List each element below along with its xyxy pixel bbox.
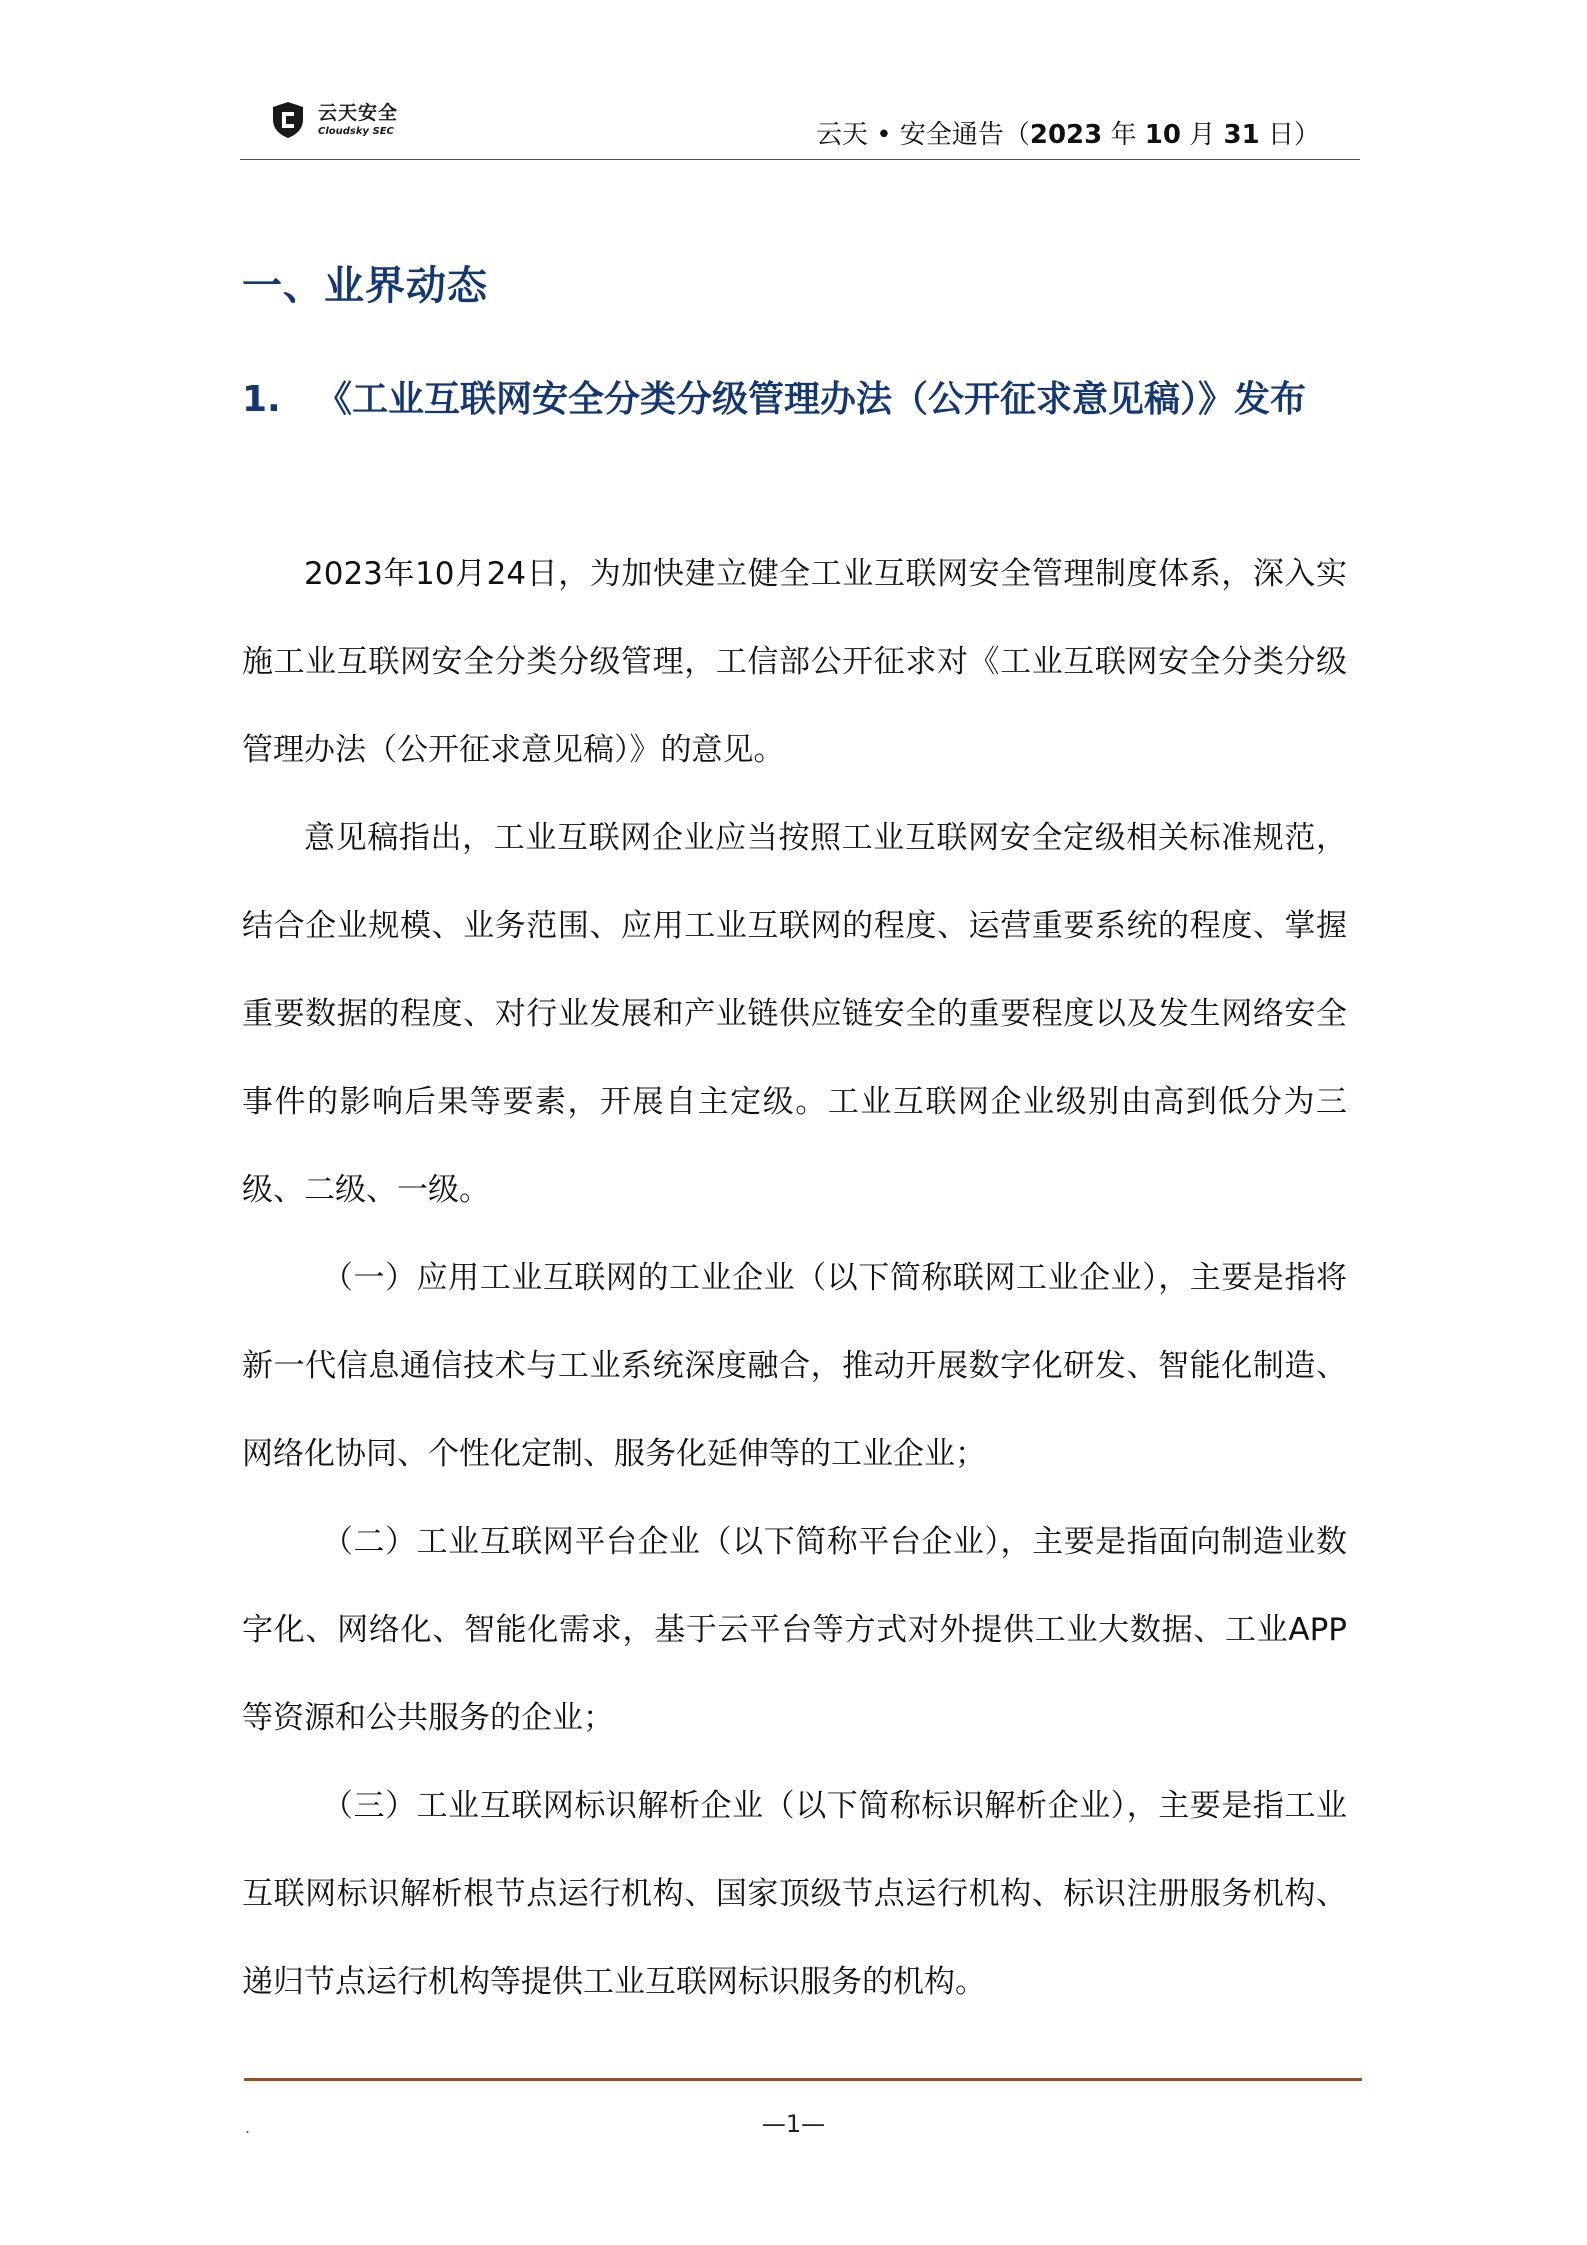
- notice-title: 安全通告（: [899, 120, 1030, 150]
- notice-day: 31: [1223, 120, 1260, 150]
- article-number: 1.: [242, 379, 281, 420]
- paragraph-grading: 意见稿指出，工业互联网企业应当按照工业互联网安全定级相关标准规范，结合企业规模、业务范围、应用工业互联网的程度、运营重要系统的程度、掌握重要数据的程度、对行业发展和产业链供应链安全的重要程度以及发生网络安全事件的影响后果等要素，开展自主定级。工业互联网企业级别由高到低分为三级、二级、一级。: [242, 820, 1347, 1208]
- company-logo: [268, 98, 398, 142]
- page-number: —1—: [761, 2110, 826, 2138]
- logo-english-name: Cloudsky SEC: [318, 125, 394, 137]
- page-header: [240, 98, 1360, 160]
- logo-chinese-name: 云天安全: [318, 101, 399, 124]
- notice-header-title: [816, 114, 1320, 151]
- paragraph-clause-3: （三）工业互联网标识解析企业（以下简称标识解析企业），主要是指工业互联网标识解析根节点运行机构、国家顶级节点运行机构、标识注册服务机构、递归节点运行机构等提供工业互联网标识服务的机构。: [242, 1788, 1347, 2000]
- footer-divider: [244, 2078, 1362, 2081]
- notice-month-unit: 月: [1189, 120, 1216, 150]
- notice-prefix: 云天: [815, 120, 868, 150]
- paragraph-intro: 2023年10月24日，为加快建立健全工业互联网安全管理制度体系，深入实施工业互联网安全分类分级管理，工信部公开征求对《工业互联网安全分类分级管理办法（公开征求意见稿）》的意见。: [242, 556, 1347, 768]
- cloudsky-shield-logo-icon: [268, 100, 308, 140]
- article-title-text: 《工业互联网安全分类分级管理办法（公开征求意见稿）》发布: [316, 379, 1307, 420]
- paragraph-clause-2: （二）工业互联网平台企业（以下简称平台企业），主要是指面向制造业数字化、网络化、智能化需求，基于云平台等方式对外提供工业大数据、工业APP等资源和公共服务的企业；: [242, 1524, 1347, 1736]
- header-divider: [240, 159, 1360, 160]
- section-title: 一、业界动态: [242, 263, 488, 309]
- notice-year: 2023: [1029, 120, 1103, 150]
- article-body: [242, 530, 1347, 2026]
- notice-year-unit: 年: [1110, 120, 1137, 150]
- paragraph-clause-1: （一）应用工业互联网的工业企业（以下简称联网工业企业），主要是指将新一代信息通信技术与工业系统深度融合，推动开展数字化研发、智能化制造、网络化协同、个性化定制、服务化延伸等的工业企业；: [242, 1260, 1347, 1472]
- notice-month: 10: [1144, 120, 1181, 150]
- notice-day-unit: 日）: [1267, 120, 1320, 150]
- article-title: [187, 356, 1347, 444]
- footer-dot: .: [245, 2118, 251, 2137]
- notice-dot: •: [876, 120, 892, 150]
